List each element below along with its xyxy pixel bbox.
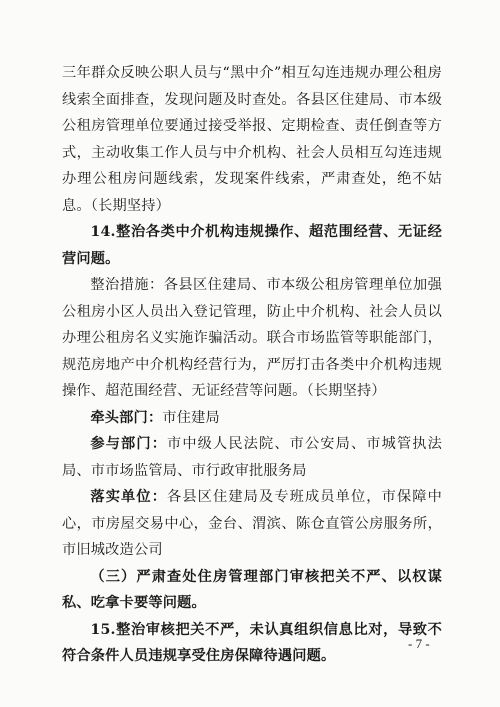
participating-departments-label: 参与部门： (90, 436, 168, 452)
item-14-title: 14.整治各类中介机构违规操作、超范围经营、无证经营问题。 (62, 224, 442, 267)
item-14-measures: 整治措施：各县区住建局、市本级公租房管理单位加强公租房小区人员出入登记管理，防止中介机构、社会人员以办理公租房名义实施诈骗活动。联合市场监管等职能部门，规范房地产中介机构经营行为，严厉打击各类中介机构违规操作、超范围经营、无证经营等问题。（长期坚持） (62, 277, 442, 399)
section-3-title: （三）严肃查处住房管理部门审核把关不严、以权谋私、吃拿卡要等问题。 (62, 568, 442, 611)
document-body (62, 60, 442, 670)
lead-department-value: 市住建局 (162, 409, 220, 426)
lead-department-line (62, 405, 442, 432)
lead-department-label: 牵头部门： (90, 409, 163, 426)
implementing-units-value: 各县区住建局及专班成员单位，市保障中心，市房屋交易中心，金台、渭滨、陈仓直管公房服务所，市旧城改造公司 (62, 489, 442, 558)
item-15-title: 15.整治审核把关不严，未认真组织信息比对，导致不符合条件人员违规享受住房保障待遇问题。 (62, 621, 442, 664)
participating-departments-line (62, 431, 442, 484)
implementing-units-label: 落实单位： (90, 489, 168, 505)
implementing-units-line (62, 484, 442, 564)
participating-departments-value: 市中级人民法院、市公安局、市城管执法局、市市场监管局、市行政审批服务局 (62, 436, 442, 479)
paragraph-lead-text: 三年群众反映公职人员与“黑中介”相互勾连违规办理公租房线索全面排查，发现问题及时查处。各县区住建局、市本级公租房管理单位要通过接受举报、定期检查、责任倒查等方式，主动收集工作人员与中介机构、社会人员相互勾连违规办理公租房问题线索，发现案件线索，严肃查处，绝不姑息。（长期坚持） (62, 65, 442, 214)
page-number: - 7 - (408, 636, 430, 651)
